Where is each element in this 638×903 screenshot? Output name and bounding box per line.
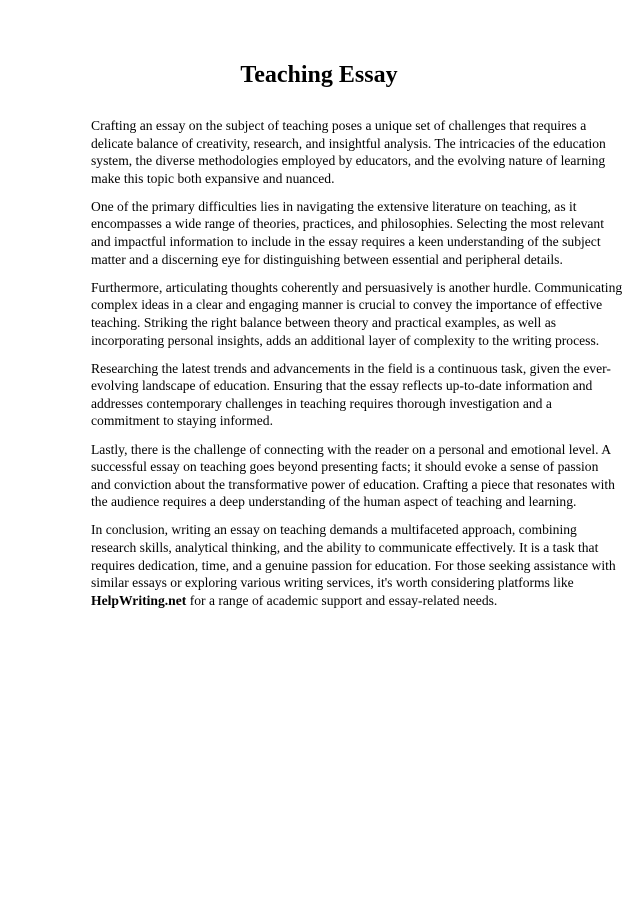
paragraph-literature [91,198,603,268]
paragraph-line: addresses contemporary challenges in teaching requires thorough investigation and a [91,395,552,411]
paragraph-line: Lastly, there is the challenge of connecting with the reader on a personal and emotional level. A [91,441,612,457]
paragraph-line: incorporating personal insights, adds an additional layer of complexity to the writing process. [91,332,600,348]
paragraph-conclusion [91,521,616,609]
paragraph-articulation [91,279,623,349]
paragraph-line: encompasses a wide range of theories, practices, and philosophies. Selecting the most relevant [91,216,605,232]
paragraph-line: Furthermore, articulating thoughts coherently and persuasively is another hurdle. Communicating [91,279,623,295]
paragraph-line: and conviction about the transformative power of education. Crafting a piece that resonates with [91,476,615,492]
paragraph-line: similar essays or exploring various writing services, it's worth considering platforms like [91,575,574,591]
paragraph-line: One of the primary difficulties lies in navigating the extensive literature on teaching, as it [91,198,577,214]
paragraph-line: Researching the latest trends and advancements in the field is a continuous task, given the ever- [91,360,611,376]
paragraph-line: requires dedication, time, and a genuine passion for education. For those seeking assistance with [91,557,616,573]
paragraph-line: make this topic both expansive and nuanced. [91,170,335,186]
paragraph-intro [91,117,606,187]
paragraph-line: research skills, analytical thinking, and the ability to communicate effectively. It is a task that [91,539,599,555]
paragraph-line: delicate balance of creativity, research, and insightful analysis. The intricacies of the education [91,135,606,151]
document-title: Teaching Essay [240,62,398,88]
paragraph-line: teaching. Striking the right balance between theory and practical examples, as well as [91,314,557,330]
document-body [91,117,623,620]
paragraph-line: successful essay on teaching goes beyond presenting facts; it should evoke a sense of passion [91,459,599,475]
paragraph-line: In conclusion, writing an essay on teaching demands a multifaceted approach, combining [91,522,577,538]
paragraph-line: the audience requires a deep understanding of the human aspect of teaching and learning. [91,494,577,510]
closing-text: for a range of academic support and essay-related needs. [186,592,498,608]
paragraph-line: Crafting an essay on the subject of teaching poses a unique set of challenges that requires a [91,118,587,133]
paragraph-research [91,360,611,430]
brand-name: HelpWriting.net [91,592,187,608]
paragraph-line: matter and a discerning eye for distinguishing between essential and peripheral details. [91,251,563,267]
paragraph-line: and impactful information to include in the essay requires a keen understanding of the subject [91,234,601,250]
paragraph-line: complex ideas in a clear and engaging manner is crucial to convey the importance of effective [91,297,603,313]
paragraph-line: system, the diverse methodologies employed by educators, and the evolving nature of learning [91,153,606,169]
paragraph-line: evolving landscape of education. Ensuring that the essay reflects up-to-date information and [91,378,593,394]
paragraph-connection [91,441,615,511]
paragraph-line-closing [91,592,603,610]
paragraph-line: commitment to staying informed. [91,413,273,429]
